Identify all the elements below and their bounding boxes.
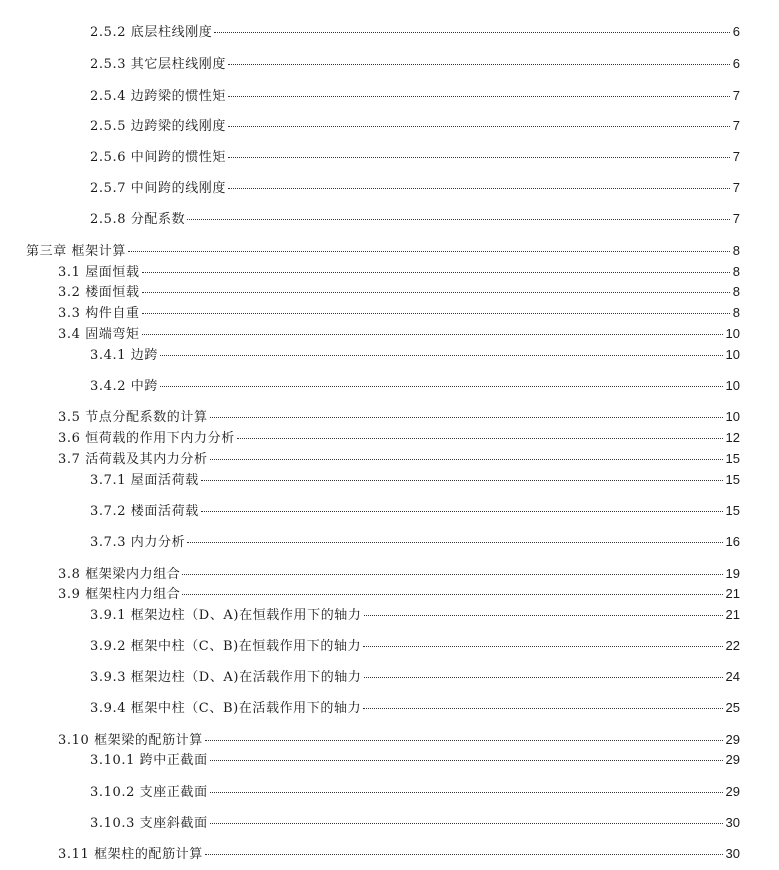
- toc-entry-label: 3.9.3 框架边柱（D、A)在活载作用下的轴力: [90, 670, 362, 685]
- toc-entry-page: 6: [732, 56, 740, 71]
- toc-entry-label: 3.7.2 楼面活荷载: [90, 504, 199, 519]
- toc-entry-label: 3.9.1 框架边柱（D、A)在恒载作用下的轴力: [90, 608, 362, 623]
- toc-entry[interactable]: [58, 566, 740, 583]
- toc-leader-dots: [214, 32, 729, 33]
- toc-entry-page: 16: [725, 534, 740, 549]
- toc-leader-dots: [160, 355, 723, 356]
- toc-entry-page: 7: [732, 118, 740, 133]
- toc-entry-label: 3.9.4 框架中柱（C、B)在活载作用下的轴力: [90, 701, 362, 716]
- toc-entry[interactable]: [58, 409, 740, 426]
- toc-leader-dots: [237, 438, 723, 439]
- toc-entry-label: 3.2 楼面恒载: [58, 285, 140, 300]
- toc-entry-label: 2.5.5 边跨梁的线刚度: [90, 119, 227, 134]
- toc-entry-label: 第三章 框架计算: [26, 244, 126, 259]
- toc-entry-page: 24: [725, 669, 740, 684]
- toc-leader-dots: [210, 792, 723, 793]
- toc-entry-label: 3.4.1 边跨: [90, 348, 159, 363]
- toc-entry[interactable]: [58, 430, 740, 447]
- toc-entry-page: 21: [725, 586, 740, 601]
- toc-entry-page: 7: [732, 88, 740, 103]
- toc-entry-page: 8: [732, 305, 740, 320]
- toc-leader-dots: [187, 542, 722, 543]
- toc-leader-dots: [228, 126, 730, 127]
- toc-entry-label: 3.9 框架柱内力组合: [58, 587, 181, 602]
- toc-entry-label: 3.7.1 屋面活荷载: [90, 473, 199, 488]
- toc-leader-dots: [187, 219, 730, 220]
- toc-entry-label: 3.10.1 跨中正截面: [90, 753, 208, 768]
- toc-leader-dots: [210, 417, 723, 418]
- toc-entry[interactable]: [90, 503, 740, 520]
- toc-entry-page: 10: [725, 378, 740, 393]
- toc-entry-label: 3.9.2 框架中柱（C、B)在恒载作用下的轴力: [90, 639, 362, 654]
- toc-leader-dots: [142, 272, 730, 273]
- toc-entry[interactable]: [90, 815, 740, 832]
- toc-entry-label: 3.10 框架梁的配筋计算: [58, 733, 203, 748]
- toc-entry-label: 3.7.3 内力分析: [90, 535, 186, 550]
- toc-leader-dots: [364, 677, 723, 678]
- toc-entry-page: 8: [732, 284, 740, 299]
- toc-entry-page: 29: [725, 784, 740, 799]
- toc-entry-label: 2.5.7 中间跨的线刚度: [90, 181, 227, 196]
- toc-entry-label: 2.5.6 中间跨的惯性矩: [90, 150, 227, 165]
- toc-leader-dots: [205, 854, 723, 855]
- toc-leader-dots: [363, 646, 722, 647]
- toc-entry[interactable]: [90, 24, 740, 41]
- toc-entry-label: 2.5.8 分配系数: [90, 212, 186, 227]
- toc-entry-page: 15: [725, 472, 740, 487]
- toc-leader-dots: [182, 594, 722, 595]
- toc-leader-dots: [363, 708, 722, 709]
- toc-entry-page: 30: [725, 815, 740, 830]
- toc-leader-dots: [142, 313, 730, 314]
- toc-entry-label: 3.6 恒荷载的作用下内力分析: [58, 431, 235, 446]
- toc-leader-dots: [128, 251, 730, 252]
- toc-entry[interactable]: [90, 607, 740, 624]
- toc-entry-page: 30: [725, 846, 740, 861]
- toc-entry[interactable]: [58, 586, 740, 603]
- toc-entry-label: 3.3 构件自重: [58, 306, 140, 321]
- toc-entry-page: 6: [732, 24, 740, 39]
- toc-entry-page: 29: [725, 752, 740, 767]
- toc-leader-dots: [160, 386, 723, 387]
- toc-entry[interactable]: [58, 732, 740, 749]
- toc-entry[interactable]: [90, 118, 740, 135]
- toc-entry-label: 3.8 框架梁内力组合: [58, 567, 181, 582]
- toc-entry-page: 10: [725, 326, 740, 341]
- toc-entry-page: 25: [725, 700, 740, 715]
- toc-leader-dots: [210, 760, 723, 761]
- toc-leader-dots: [228, 188, 730, 189]
- toc-leader-dots: [228, 157, 730, 158]
- toc-leader-dots: [228, 64, 730, 65]
- toc-entry-page: 15: [725, 451, 740, 466]
- toc-entry-page: 21: [725, 607, 740, 622]
- toc-leader-dots: [228, 96, 730, 97]
- toc-entry-page: 10: [725, 347, 740, 362]
- toc-entry[interactable]: [90, 88, 740, 105]
- toc-entry[interactable]: [90, 700, 740, 717]
- toc-entry-page: 7: [732, 180, 740, 195]
- toc-entry-page: 7: [732, 211, 740, 226]
- toc-entry[interactable]: [90, 638, 740, 655]
- toc-entry[interactable]: [90, 211, 740, 228]
- toc-entry-page: 22: [725, 638, 740, 653]
- toc-entry-label: 3.7 活荷载及其内力分析: [58, 452, 208, 467]
- toc-chapter-entry[interactable]: [26, 243, 740, 260]
- toc-entry-page: 15: [725, 503, 740, 518]
- toc-entry-label: 3.10.2 支座正截面: [90, 785, 208, 800]
- toc-entry-label: 3.4.2 中跨: [90, 379, 159, 394]
- toc-entry[interactable]: [90, 347, 740, 364]
- toc-entry[interactable]: [90, 56, 740, 73]
- toc-entry[interactable]: [90, 784, 740, 801]
- toc-leader-dots: [182, 574, 722, 575]
- toc-leader-dots: [201, 480, 723, 481]
- toc-entry-page: 8: [732, 243, 740, 258]
- toc-leader-dots: [142, 292, 730, 293]
- toc-leader-dots: [205, 740, 723, 741]
- toc-entry[interactable]: [90, 534, 740, 551]
- toc-entry-page: 29: [725, 732, 740, 747]
- toc-entry[interactable]: [90, 752, 740, 769]
- toc-entry-label: 3.5 节点分配系数的计算: [58, 410, 208, 425]
- toc-entry-label: 2.5.2 底层柱线刚度: [90, 25, 213, 40]
- toc-leader-dots: [364, 615, 723, 616]
- toc-entry[interactable]: [58, 264, 740, 281]
- toc-leader-dots: [201, 511, 723, 512]
- toc-entry-label: 3.11 框架柱的配筋计算: [58, 847, 203, 862]
- toc-entry[interactable]: [90, 669, 740, 686]
- toc-entry-page: 19: [725, 566, 740, 581]
- toc-entry[interactable]: [58, 305, 740, 322]
- toc-leader-dots: [210, 823, 723, 824]
- toc-entry[interactable]: [90, 472, 740, 489]
- toc-entry[interactable]: [90, 180, 740, 197]
- toc-entry[interactable]: [58, 326, 740, 343]
- toc-entry-label: 3.4 固端弯矩: [58, 327, 140, 342]
- toc-entry[interactable]: [90, 378, 740, 395]
- toc-entry-page: 12: [725, 430, 740, 445]
- toc-entry-label: 2.5.3 其它层柱线刚度: [90, 57, 227, 72]
- toc-entry-page: 10: [725, 409, 740, 424]
- toc-entry[interactable]: [58, 451, 740, 468]
- toc-entry[interactable]: [58, 284, 740, 301]
- toc-entry[interactable]: [90, 149, 740, 166]
- toc-leader-dots: [210, 459, 723, 460]
- toc-entry-label: 3.1 屋面恒载: [58, 265, 140, 280]
- toc-entry-label: 2.5.4 边跨梁的惯性矩: [90, 89, 227, 104]
- toc-entry-page: 8: [732, 264, 740, 279]
- toc-entry-page: 7: [732, 149, 740, 164]
- toc-leader-dots: [142, 334, 723, 335]
- toc-entry-label: 3.10.3 支座斜截面: [90, 816, 208, 831]
- toc-entry[interactable]: [58, 846, 740, 863]
